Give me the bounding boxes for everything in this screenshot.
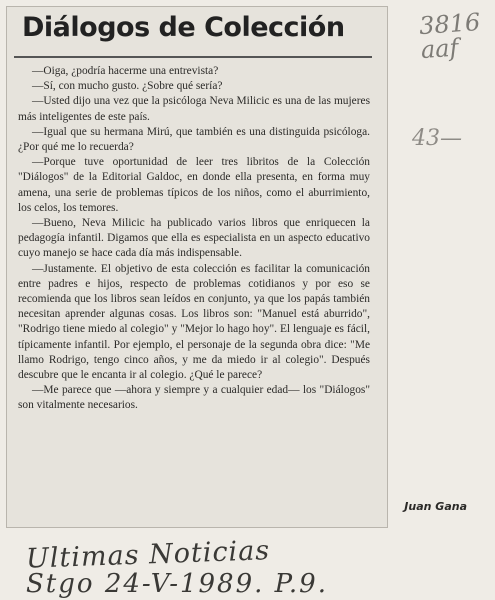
paragraph: —Justamente. El objetivo de esta colección es facilitar la comunicación entre padres e hijos, respecto de problemas cotidianos y por eso se recomienda que los libros sean leídos en conjunto, ya que los papás también necesitan aprender algunas cosas. Los libros son: "Manuel está aburrido", "Rodrigo tiene miedo al colegio" y "Mejor lo hago hoy". El lenguaje es fácil, típicamente infantil. Por ejemplo, el personaje de la segunda obra dice: "Me llamo Rodrigo, tengo cinco años, y me da miedo ir al colegio". Después descubre que le encanta ir al colegio. ¿Qué le parece? [18,262,370,382]
paragraph: —Usted dijo una vez que la psicóloga Neva Milicic es una de las mujeres más inteligentes de este país. [18,95,370,123]
paragraph: —Bueno, Neva Milicic ha publicado varios libros que enriquecen la pedagogía infantil. Digamos que ella es especialista en un aspecto educativo cuyo manejo se hace cada día más indispensable. [18,217,370,260]
handwritten-side-number: 43— [412,126,462,151]
paragraph: —Sí, con mucho gusto. ¿Sobre qué sería? [32,80,223,93]
catalog-number-line: 3816 [418,7,482,41]
paragraph: —Me parece que —ahora y siempre y a cualquier edad— los "Diálogos" son vitalmente necesarios. [18,384,370,412]
source-date-page: Stgo 24-V-1989. P.9. [26,569,328,599]
source-newspaper: Ultimas Noticias [25,535,271,575]
article-body [18,64,370,414]
article-title: Diálogos de Colección [22,12,345,43]
catalog-code-line: aaf [419,33,460,65]
author-signature: Juan Gana [404,500,467,513]
title-rule [14,56,372,58]
handwritten-source-note [26,536,466,599]
handwritten-catalog-number [418,7,482,65]
paragraph: —Oiga, ¿podría hacerme una entrevista? [32,65,219,77]
paragraph: —Porque tuve oportunidad de leer tres libritos de la Colección "Diálogos" de la Editorial Galdoc, en donde ella presenta, en forma muy amena, una serie de problemas típicos de los niños, como el aburrimiento, los celos, los temores. [18,156,370,214]
paragraph: —Igual que su hermana Mirú, que también es una distinguida psicóloga. ¿Por qué me lo recuerda? [18,125,370,154]
